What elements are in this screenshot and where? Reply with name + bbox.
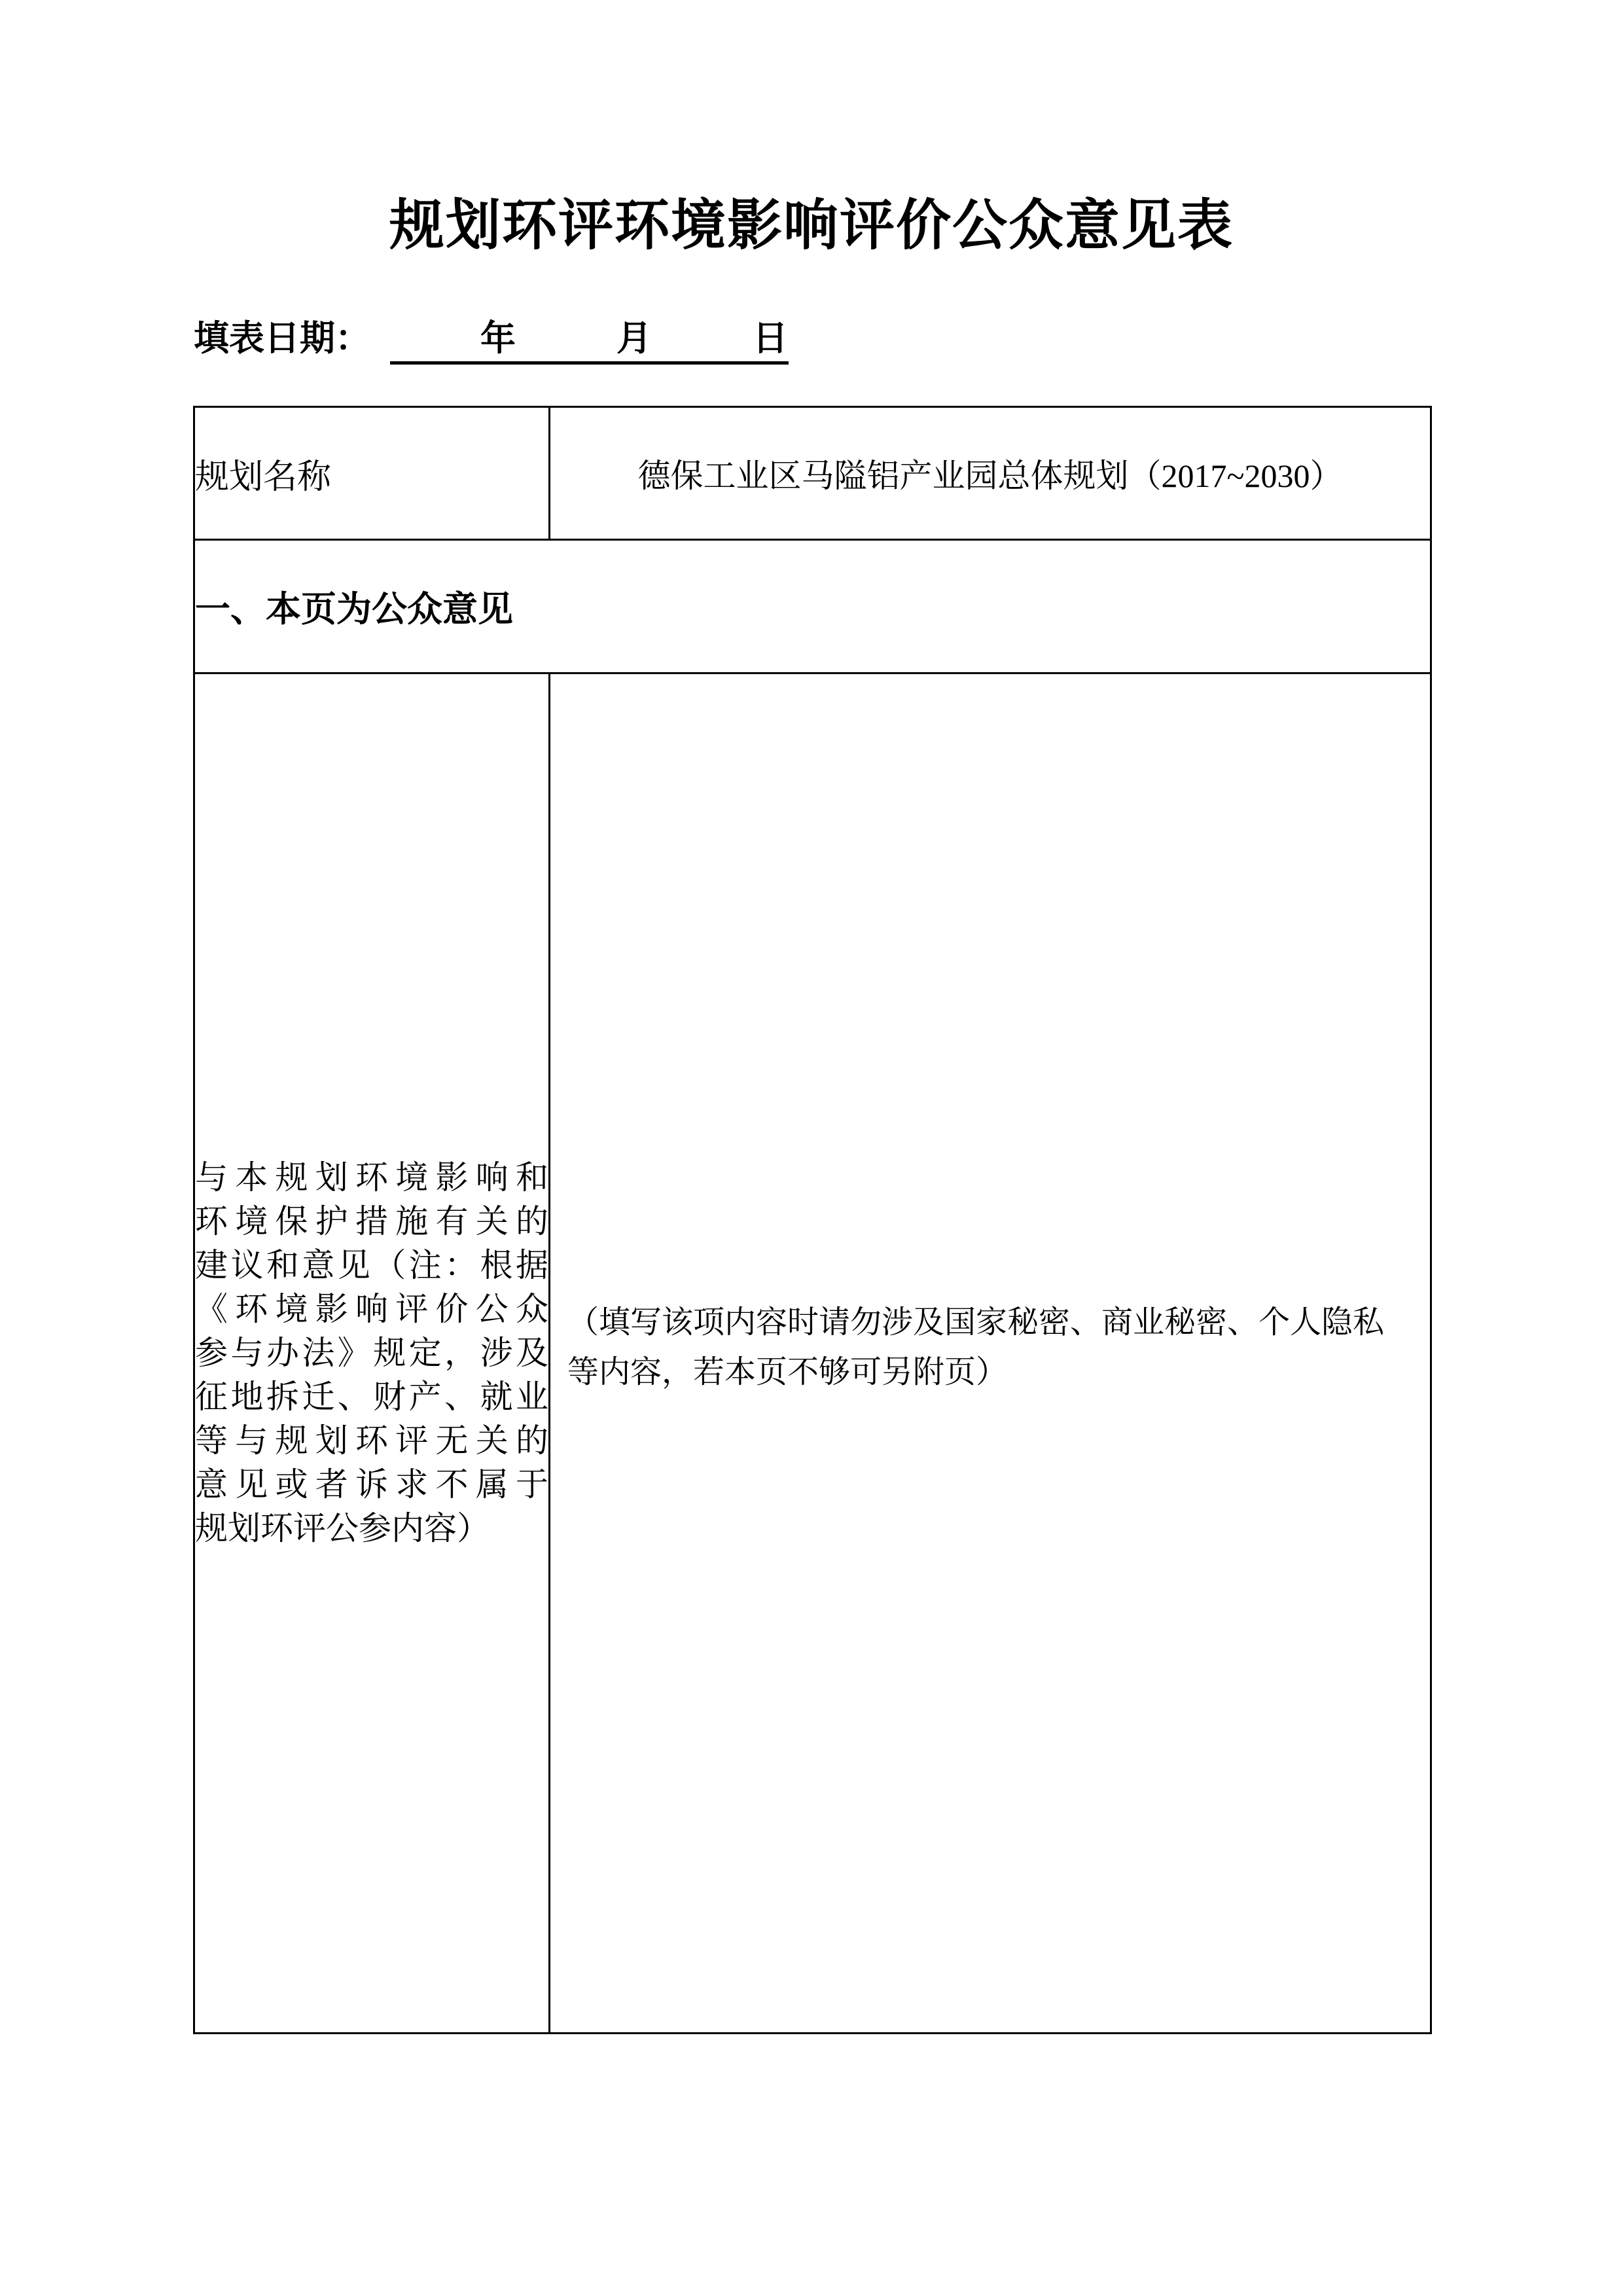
text-line: 建议和意见（注：根据 xyxy=(195,1247,548,1283)
opinion-input-area[interactable] xyxy=(550,674,1430,1901)
text-line: 与本规划环境影响和 xyxy=(195,1159,548,1196)
text-line: 环境保护措施有关的 xyxy=(195,1203,548,1240)
fill-date-line xyxy=(194,315,789,365)
fill-date-label: 填表日期： xyxy=(194,319,370,358)
opinion-row xyxy=(194,673,1431,2034)
day-label: 日 xyxy=(753,319,788,358)
year-label: 年 xyxy=(480,319,516,358)
opinion-response-cell xyxy=(550,673,1431,2034)
plan-name-label: 规划名称 xyxy=(194,407,550,540)
document-title: 规划环评环境影响评价公众意见表 xyxy=(389,196,1234,257)
section-header: 一、本页为公众意见 xyxy=(194,540,1431,673)
text-line: （填写该项内容时请勿涉及国家秘密、商业秘密、个人隐私 xyxy=(567,1304,1385,1340)
section-header-row xyxy=(194,540,1431,673)
text-line: 意见或者诉求不属于 xyxy=(195,1466,548,1503)
plan-name-value: 德保工业区马隘铝产业园总体规划（2017~2030） xyxy=(550,407,1431,540)
text-line: 征地拆迁、财产、就业 xyxy=(195,1378,548,1415)
text-line: 规划环评公参内容） xyxy=(195,1510,490,1547)
opinion-prompt-cell xyxy=(194,673,550,2034)
fill-date-blank-underline[interactable] xyxy=(390,315,789,365)
month-label: 月 xyxy=(616,319,652,358)
plan-name-row xyxy=(194,407,1431,540)
opinion-form-table xyxy=(193,406,1432,2034)
text-line: 参与办法》规定，涉及 xyxy=(195,1335,548,1371)
text-line: 《环境影响评价公众 xyxy=(195,1291,548,1327)
text-line: 等与规划环评无关的 xyxy=(195,1422,548,1459)
text-line: 等内容，若本页不够可另附页） xyxy=(567,1354,1008,1390)
